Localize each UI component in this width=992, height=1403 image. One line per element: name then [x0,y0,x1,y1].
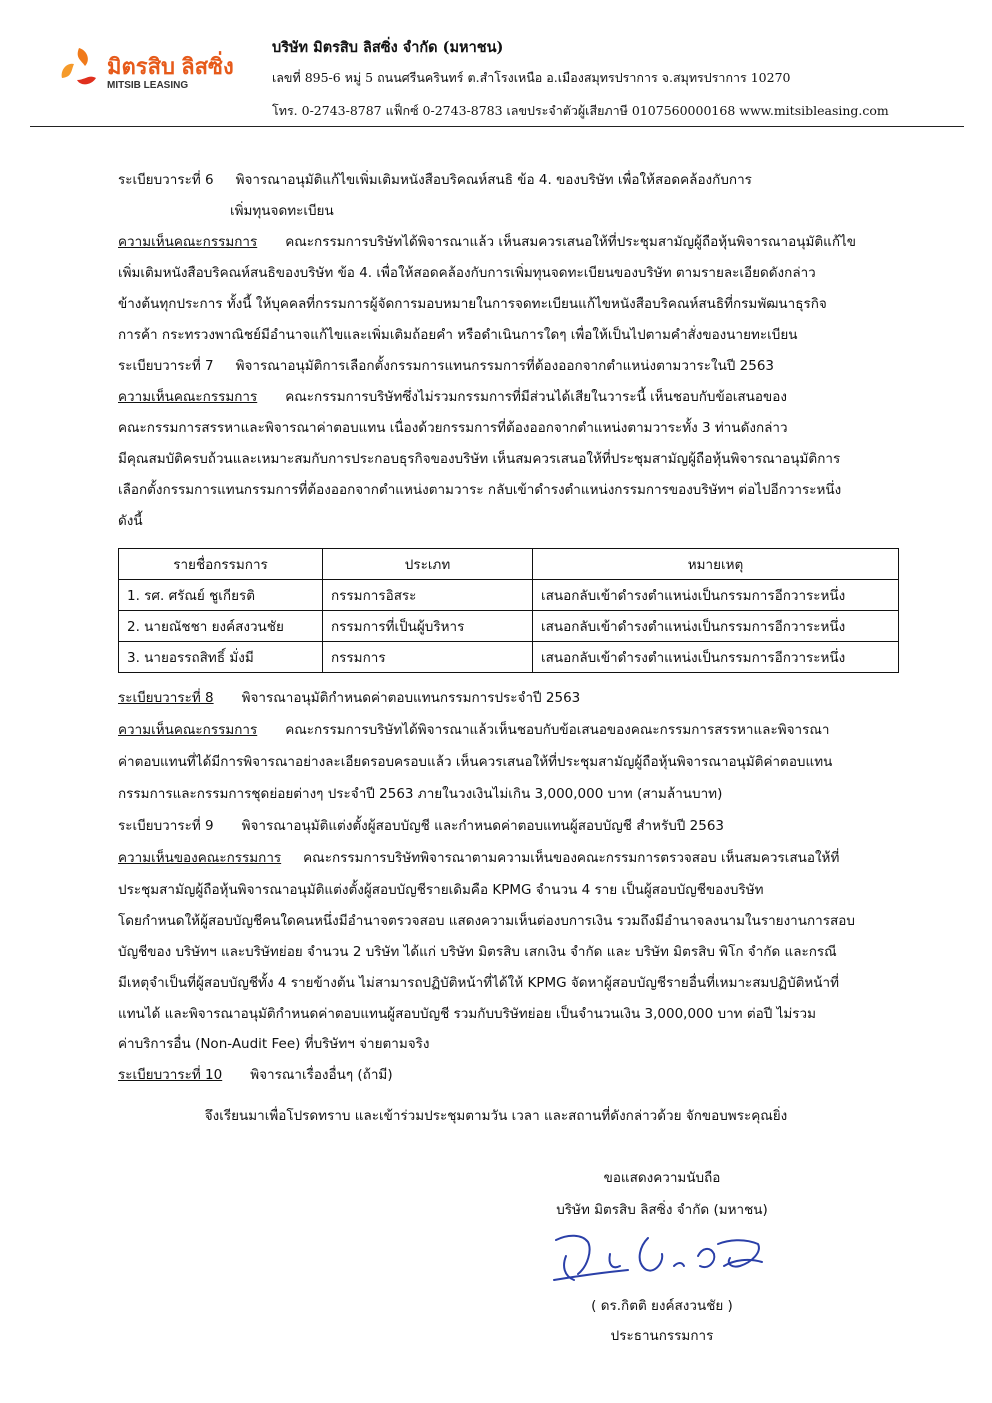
director-remark: เสนอกลับเข้าดำรงตำแหน่งเป็นกรรมการอีกวาระหนึ่ง [533,580,899,611]
director-name: 3. นายอรรถสิทธิ์ มั่งมี [119,642,323,673]
body-line: โดยกำหนดให้ผู้สอบบัญชีคนใดคนหนึ่งมีอำนาจตรวจสอบ แสดงความเห็นต่องบการเงิน รวมถึงมีอำนาจลงนามในรายงานการสอบ [118,913,855,929]
body-line: ข้างต้นทุกประการ ทั้งนี้ ให้บุคคลที่กรรมการผู้จัดการมอบหมายในการจดทะเบียนแก้ไขหนังสือบริคณห์สนธิที่กรมพัฒนาธุรกิจ [118,296,827,312]
agenda-title: พิจารณาอนุมัติการเลือกตั้งกรรมการแทนกรรมการที่ต้องออกจากตำแหน่งตามวาระในปี 2563 [235,358,775,374]
column-header: รายชื่อกรรมการ [119,549,323,580]
agenda-label: ระเบียบวาระที่ 10 [118,1067,223,1083]
agenda-label: ระเบียบวาระที่ 8 [118,690,214,706]
handwritten-signature-icon [548,1226,778,1286]
agenda-8-heading [118,688,580,708]
mitsib-emblem-icon [55,44,245,92]
body-line: กรรมการและกรรมการชุดย่อยต่างๆ ประจำปี 2563 ภายในวงเงินไม่เกิน 3,000,000 บาท (สามล้านบาท) [118,786,723,802]
body-line: มีเหตุจำเป็นที่ผู้สอบบัญชีทั้ง 4 รายข้างต้น ไม่สามารถปฏิบัติหน้าที่ได้ให้ KPMG จัดหาผู้สอบบัญชีรายอื่นที่เหมาะสมปฏิบัติหน้าที่ [118,975,840,991]
agenda-8-opinion [118,720,829,740]
body-line: บัญชีของ บริษัทฯ และบริษัทย่อย จำนวน 2 บริษัท ได้แก่ บริษัท มิตรสิบ เสกเงิน จำกัด และ บริษัท มิตรสิบ พิโก จำกัด และกรณี [118,944,837,960]
agenda-6-heading [118,170,752,190]
body-line: การค้า กระทรวงพาณิชย์มีอำนาจแก้ไขและเพิ่มเติมถ้อยคำ หรือดำเนินการใดๆ เพื่อให้เป็นไปตามคำสั่งของนายทะเบียน [118,327,798,343]
directors-table [118,548,899,673]
table-header-row [119,549,899,580]
closing-statement: จึงเรียนมาเพื่อโปรดทราบ และเข้าร่วมประชุมตามวัน เวลา และสถานที่ดังกล่าวด้วย จักขอบพระคุณยิ่ง [204,1108,788,1124]
agenda-6-opinion [118,232,856,252]
body-line: เลือกตั้งกรรมการแทนกรรมการที่ต้องออกจากตำแหน่งตามวาระ กลับเข้าดำรงตำแหน่งกรรมการของบริษัทฯ ต่อไปอีกวาระหนึ่ง [118,482,842,498]
opinion-label: ความเห็นของคณะกรรมการ [118,850,282,866]
header-divider [30,126,964,127]
agenda-label: ระเบียบวาระที่ 7 [118,358,214,374]
body-line: ประชุมสามัญผู้ถือหุ้นพิจารณาอนุมัติแต่งตั้งผู้สอบบัญชีรายเดิมคือ KPMG จำนวน 4 ราย เป็นผู้สอบบัญชีของบริษัท [118,882,764,898]
agenda-title: พิจารณาอนุมัติกำหนดค่าตอบแทนกรรมการประจำปี 2563 [241,690,581,706]
body-line: ดังนี้ [118,513,143,529]
opinion-text: คณะกรรมการบริษัทซึ่งไม่รวมกรรมการที่มีส่วนได้เสียในวาระนี้ เห็นชอบกับข้อเสนอของ [285,389,787,405]
agenda-7-opinion [118,387,787,407]
company-name: บริษัท มิตรสิบ ลิสซิ่ง จำกัด (มหาชน) [272,39,504,56]
agenda-label: ระเบียบวาระที่ 9 [118,818,214,834]
body-line: มีคุณสมบัติครบถ้วนและเหมาะสมกับการประกอบธุรกิจของบริษัท เห็นสมควรเสนอให้ที่ประชุมสามัญผู้ถือหุ้นพิจารณาอนุมัติการ [118,451,841,467]
agenda-title: พิจารณาเรื่องอื่นๆ (ถ้ามี) [250,1067,393,1083]
body-line: เพิ่มเติมหนังสือบริคณห์สนธิของบริษัท ข้อ 4. เพื่อให้สอดคล้องกับการเพิ่มทุนจดทะเบียนของบริษัท ตามรายละเอียดดังกล่าว [118,265,816,281]
signoff-company: บริษัท มิตรสิบ ลิสซิ่ง จำกัด (มหาชน) [556,1202,768,1218]
signature-image [548,1226,778,1286]
opinion-label: ความเห็นคณะกรรมการ [118,234,258,250]
table-row [119,611,899,642]
agenda-title: พิจารณาอนุมัติแก้ไขเพิ่มเติมหนังสือบริคณห์สนธิ ข้อ 4. ของบริษัท เพื่อให้สอดคล้องกับการ [235,172,752,188]
regards-text: ขอแสดงความนับถือ [603,1170,721,1186]
opinion-label: ความเห็นคณะกรรมการ [118,722,258,738]
logo-text: มิตรสิบ ลิสซิ่ง [107,54,234,79]
agenda-9-opinion [118,848,839,868]
opinion-text: คณะกรรมการบริษัทได้พิจารณาแล้วเห็นชอบกับข้อเสนอของคณะกรรมการสรรหาและพิจารณา [285,722,830,738]
company-address: เลขที่ 895-6 หมู่ 5 ถนนศรีนครินทร์ ต.สำโรงเหนือ อ.เมืองสมุทรปราการ จ.สมุทรปราการ 10270 [272,70,791,85]
opinion-text: คณะกรรมการบริษัทได้พิจารณาแล้ว เห็นสมควรเสนอให้ที่ประชุมสามัญผู้ถือหุ้นพิจารณาอนุมัติแก้ไข [285,234,857,250]
body-line: แทนได้ และพิจารณาอนุมัติกำหนดค่าตอบแทนผู้สอบบัญชี รวมกับบริษัทย่อย เป็นจำนวนเงิน 3,000,000 บาท ต่อปี ไม่รวม [118,1006,817,1022]
director-type: กรรมการ [323,642,533,673]
company-contact: โทร. 0-2743-8787 แฟ็กซ์ 0-2743-8783 เลขประจำตัวผู้เสียภาษี 0107560000168 www.mitsibleasing.com [272,103,889,118]
column-header: ประเภท [323,549,533,580]
director-remark: เสนอกลับเข้าดำรงตำแหน่งเป็นกรรมการอีกวาระหนึ่ง [533,611,899,642]
signatory-position: ประธานกรรมการ [610,1328,714,1344]
table-row [119,642,899,673]
opinion-text: คณะกรรมการบริษัทพิจารณาตามความเห็นของคณะกรรมการตรวจสอบ เห็นสมควรเสนอให้ที่ [303,850,840,866]
opinion-label: ความเห็นคณะกรรมการ [118,389,258,405]
agenda-label: ระเบียบวาระที่ 6 [118,172,214,188]
director-name: 1. รศ. ศรัณย์ ชูเกียรติ [119,580,323,611]
agenda-7-heading [118,356,774,376]
agenda-10-heading [118,1065,393,1085]
body-line: ค่าตอบแทนที่ได้มีการพิจารณาอย่างละเอียดรอบครอบแล้ว เห็นควรเสนอให้ที่ประชุมสามัญผู้ถือหุ้นพิจารณาอนุมัติค่าตอบแทน [118,754,833,770]
table-row [119,580,899,611]
signatory-name: ( ดร.กิตติ ยงค์สงวนชัย ) [591,1298,733,1314]
director-type: กรรมการที่เป็นผู้บริหาร [323,611,533,642]
body-line: ค่าบริการอื่น (Non-Audit Fee) ที่บริษัทฯ จ่ายตามจริง [118,1036,430,1052]
director-remark: เสนอกลับเข้าดำรงตำแหน่งเป็นกรรมการอีกวาระหนึ่ง [533,642,899,673]
logo-subtext: MITSIB LEASING [107,80,189,91]
column-header: หมายเหตุ [533,549,899,580]
agenda-title: พิจารณาอนุมัติแต่งตั้งผู้สอบบัญชี และกำหนดค่าตอบแทนผู้สอบบัญชี สำหรับปี 2563 [241,818,724,834]
agenda-title-cont: เพิ่มทุนจดทะเบียน [230,203,334,219]
body-line: คณะกรรมการสรรหาและพิจารณาค่าตอบแทน เนื่องด้วยกรรมการที่ต้องออกจากตำแหน่งตามวาระทั้ง 3 ท่านดังกล่าว [118,420,788,436]
company-logo [55,44,245,92]
director-type: กรรมการอิสระ [323,580,533,611]
agenda-9-heading [118,816,724,836]
director-name: 2. นายณัชชา ยงค์สงวนชัย [119,611,323,642]
